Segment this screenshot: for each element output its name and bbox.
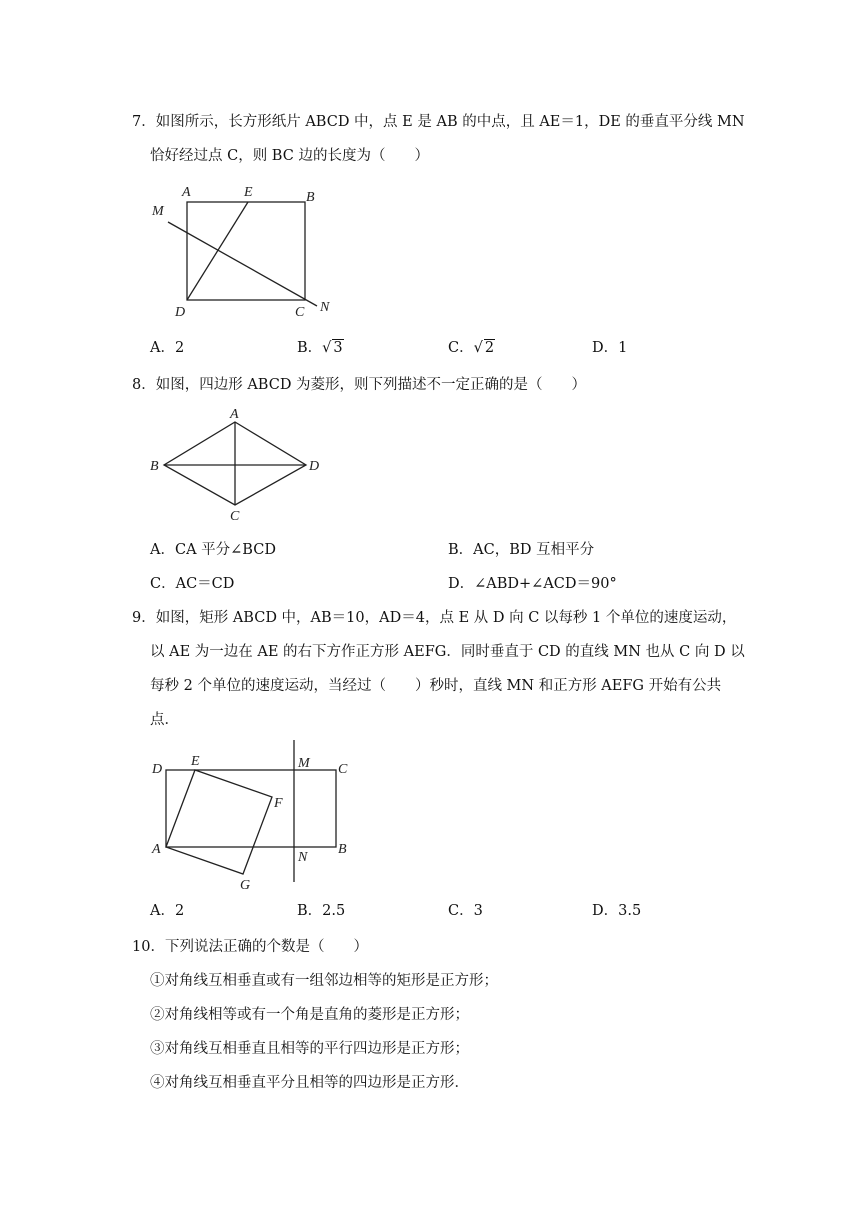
- q9-label-d: D: [152, 762, 163, 777]
- q8-label-d: D: [309, 459, 320, 474]
- q9-label-b: B: [338, 842, 347, 857]
- q10-item-1: ①对角线互相垂直或有一组邻边相等的矩形是正方形；: [150, 973, 498, 989]
- q7-option-c-radicand: 2: [484, 340, 495, 356]
- q7-option-c-sqrt: √ 2: [473, 340, 495, 356]
- q9-text-line3: 每秒 2 个单位的速度运动，当经过（ ）秒时，直线 MN 和正方形 AEFG 开始有公共: [150, 678, 722, 694]
- q9-label-m: M: [298, 756, 310, 771]
- q7-text-line2: 恰好经过点 C，则 BC 边的长度为（ ）: [150, 148, 429, 164]
- q7-label-d: D: [175, 305, 186, 320]
- q7-rectangle: [187, 202, 305, 300]
- q8-option-a: A．CA 平分∠BCD: [150, 542, 276, 558]
- q7-label-m: M: [152, 204, 164, 219]
- q7-option-b-radicand: 3: [333, 340, 343, 356]
- q7-text-line1: 7．如图所示，长方形纸片 ABCD 中，点 E 是 AB 的中点，且 AE＝1，DE 的垂直平分线 MN: [132, 114, 745, 130]
- q8-text-line1: 8．如图，四边形 ABCD 为菱形，则下列描述不一定正确的是（ ）: [132, 377, 587, 393]
- q7-figure: [140, 180, 350, 325]
- q9-label-a: A: [152, 842, 161, 857]
- q8-option-d: D．∠ABD+∠ACD＝90°: [448, 576, 617, 592]
- q9-label-c: C: [338, 762, 348, 777]
- q8-label-a: A: [230, 407, 239, 422]
- q10-item-2: ②对角线相等或有一个角是直角的菱形是正方形；: [150, 1007, 469, 1023]
- q9-rectangle: [166, 770, 336, 847]
- q7-label-n: N: [320, 300, 330, 315]
- q7-label-b: B: [306, 190, 315, 205]
- q9-option-d: D．3.5: [592, 903, 642, 919]
- q7-label-c: C: [295, 305, 305, 320]
- q7-option-d: D．1: [592, 340, 628, 356]
- q7-option-c: [448, 338, 495, 358]
- q9-label-e: E: [191, 754, 200, 769]
- q10-item-3: ③对角线互相垂直且相等的平行四边形是正方形；: [150, 1041, 469, 1057]
- q7-option-c-prefix: C．: [448, 340, 474, 356]
- q9-text-line4: 点．: [150, 712, 179, 728]
- q9-text-line2: 以 AE 为一边在 AE 的右下方作正方形 AEFG．同时垂直于 CD 的直线 MN 也从 C 向 D 以: [150, 644, 745, 660]
- q8-figure: [140, 402, 340, 527]
- q7-option-b: [297, 338, 344, 358]
- q7-option-a: A．2: [150, 340, 185, 356]
- q8-option-c: C．AC＝CD: [150, 576, 235, 592]
- q9-text-line1: 9．如图，矩形 ABCD 中，AB＝10，AD＝4，点 E 从 D 向 C 以每秒 1 个单位的速度运动，: [132, 610, 737, 626]
- q9-label-n: N: [298, 850, 308, 865]
- q8-label-c: C: [230, 509, 240, 524]
- q10-item-4: ④对角线互相垂直平分且相等的四边形是正方形．: [150, 1075, 469, 1091]
- q7-segment-de: [187, 202, 248, 300]
- q9-label-f: F: [274, 796, 283, 811]
- q9-option-c: C．3: [448, 903, 483, 919]
- q7-option-b-prefix: B．: [297, 340, 323, 356]
- q7-label-a: A: [182, 185, 191, 200]
- q9-figure: [140, 735, 360, 895]
- q9-square-aefg: [166, 770, 272, 874]
- q7-option-b-sqrt: √ 3: [322, 340, 343, 356]
- q9-option-b: B．2.5: [297, 903, 346, 919]
- q8-option-b: B．AC，BD 互相平分: [448, 542, 595, 558]
- q9-option-a: A．2: [150, 903, 185, 919]
- q9-label-g: G: [240, 878, 251, 893]
- q8-label-b: B: [150, 459, 159, 474]
- q10-text-line1: 10．下列说法正确的个数是（ ）: [132, 939, 368, 955]
- q7-label-e: E: [244, 185, 253, 200]
